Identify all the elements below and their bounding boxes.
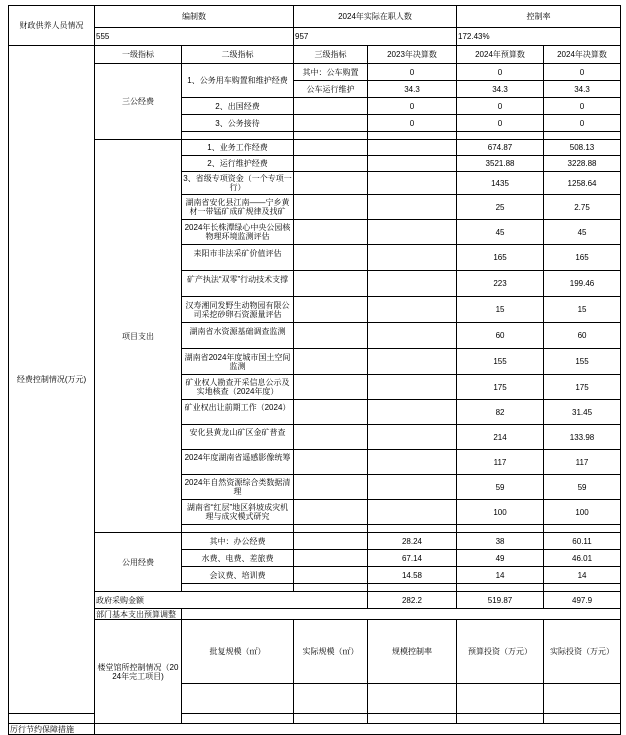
car-maintenance-label: 公车运行维护 — [294, 81, 368, 98]
empty-cell — [368, 425, 457, 450]
table-row — [9, 64, 621, 81]
staffing-actual-value: 957 — [294, 28, 457, 46]
project-item-name — [182, 323, 294, 349]
cell-value: 0 — [544, 98, 621, 115]
empty-cell — [544, 684, 621, 714]
cell-value: 31.45 — [544, 400, 621, 425]
cell-value: 38 — [457, 533, 544, 550]
cell-value: 674.87 — [457, 140, 544, 156]
empty-cell — [368, 156, 457, 172]
project-item-name — [182, 500, 294, 525]
cell-value: 45 — [544, 220, 621, 245]
special-fund-label — [182, 172, 294, 195]
cell-value: 0 — [457, 98, 544, 115]
staffing-label: 财政供养人员情况 — [9, 6, 95, 46]
car-expense-label: 1、公务用车购置和维护经费 — [182, 64, 294, 98]
header-final-2023: 2023年决算数 — [368, 46, 457, 64]
table-row — [9, 609, 621, 620]
cell-value: 82 — [457, 400, 544, 425]
empty-cell — [457, 584, 544, 592]
cell-value: 199.46 — [544, 271, 621, 297]
cell-value: 2.75 — [544, 195, 621, 220]
empty-cell — [368, 245, 457, 271]
cell-value: 117 — [544, 450, 621, 475]
empty-cell — [368, 140, 457, 156]
table-row — [9, 140, 621, 156]
cell-value: 165 — [457, 245, 544, 271]
operation-expense-label: 2、运行维护经费 — [182, 156, 294, 172]
budget-control-label: 经费控制情况(万元) — [9, 46, 95, 714]
empty-cell — [368, 132, 457, 140]
empty-cell — [294, 195, 368, 220]
empty-cell — [294, 450, 368, 475]
empty-cell — [368, 220, 457, 245]
project-item-text: 湖南省2024年度城市国土空间监测 — [184, 352, 291, 371]
staffing-header-rate: 控制率 — [457, 6, 621, 28]
empty-cell — [368, 271, 457, 297]
cell-value: 59 — [457, 475, 544, 500]
empty-cell — [368, 525, 457, 533]
table-row — [9, 533, 621, 550]
special-fund-text: 3、省级专项资金（一个专项一行） — [183, 174, 292, 192]
header-final-2024: 2024年决算数 — [544, 46, 621, 64]
empty-cell — [294, 584, 368, 592]
cell-value: 0 — [544, 64, 621, 81]
empty-cell — [368, 450, 457, 475]
building-control-label: 楼堂馆所控制情况（2024年完工项目) — [95, 620, 182, 724]
cell-value: 133.98 — [544, 425, 621, 450]
empty-cell — [182, 525, 294, 533]
empty-cell — [294, 115, 368, 132]
project-item-text: 2024年自然资源综合类数据清理 — [184, 478, 291, 496]
header-approved-size: 批复规模（㎡） — [182, 620, 294, 684]
empty-cell — [294, 297, 368, 323]
cell-value: 1435 — [457, 172, 544, 195]
car-purchase-label: 其中：公车购置 — [294, 64, 368, 81]
project-item-text: 矿业权出让前期工作（2024） — [184, 403, 291, 412]
project-item-name — [182, 245, 294, 271]
cell-value: 3521.88 — [457, 156, 544, 172]
cell-value: 25 — [457, 195, 544, 220]
cell-value: 46.01 — [544, 550, 621, 567]
empty-cell — [182, 609, 621, 620]
empty-cell — [294, 425, 368, 450]
empty-cell — [457, 525, 544, 533]
procurement-label: 政府采购金额 — [95, 592, 368, 609]
project-item-text: 2024年度湖南省遥感影像统筹 — [184, 453, 291, 462]
abroad-expense-label: 2、出国经费 — [182, 98, 294, 115]
cell-value: 508.13 — [544, 140, 621, 156]
project-item-text: 湖南省安化县江南——宁乡黄材一带锰矿成矿规律及找矿 — [185, 198, 290, 216]
cell-value: 60 — [544, 323, 621, 349]
business-expense-label: 1、业务工作经费 — [182, 140, 294, 156]
empty-cell — [294, 684, 368, 714]
empty-cell — [182, 684, 294, 714]
project-item-name — [182, 271, 294, 297]
cell-value: 100 — [544, 500, 621, 525]
budget-adjust-label: 部门基本支出预算调整 — [95, 609, 182, 620]
project-item-name — [182, 375, 294, 400]
cell-value: 60 — [457, 323, 544, 349]
cell-value: 0 — [544, 115, 621, 132]
project-item-text: 安化县黄龙山矿区金矿普查 — [189, 428, 286, 437]
project-item-name — [182, 349, 294, 375]
empty-cell — [368, 323, 457, 349]
public-office-label: 其中：办公经费 — [182, 533, 294, 550]
cell-value: 15 — [544, 297, 621, 323]
cell-value: 282.2 — [368, 592, 457, 609]
staffing-quota-value: 555 — [95, 28, 294, 46]
empty-cell — [294, 500, 368, 525]
cell-value: 34.3 — [544, 81, 621, 98]
empty-cell — [368, 172, 457, 195]
table-row — [9, 592, 621, 609]
project-item-text: 矿业权人勘查开采信息公示及实地核查（2024年度） — [185, 378, 290, 396]
cell-value: 14 — [544, 567, 621, 584]
cell-value: 214 — [457, 425, 544, 450]
cell-value: 497.9 — [544, 592, 621, 609]
header-budget-invest: 预算投资（万元） — [457, 620, 544, 684]
empty-cell — [294, 550, 368, 567]
empty-cell — [294, 525, 368, 533]
staffing-header-actual: 2024年实际在职人数 — [294, 6, 457, 28]
project-item-text: 湖南省“红层”地区斜坡成灾机理与成灾模式研究 — [186, 503, 289, 521]
public-utility-label: 水费、电费、差旅费 — [182, 550, 294, 567]
cell-value: 0 — [457, 64, 544, 81]
project-item-name — [182, 220, 294, 245]
cell-value: 519.87 — [457, 592, 544, 609]
empty-cell — [294, 140, 368, 156]
cell-value: 28.24 — [368, 533, 457, 550]
cell-value: 100 — [457, 500, 544, 525]
empty-cell — [294, 132, 368, 140]
budget-header-row — [9, 46, 621, 64]
budget-control-sheet — [8, 5, 621, 735]
empty-cell — [294, 375, 368, 400]
cell-value: 15 — [457, 297, 544, 323]
project-item-name — [182, 195, 294, 220]
empty-cell — [544, 132, 621, 140]
cell-value: 175 — [457, 375, 544, 400]
table-row — [9, 724, 621, 735]
empty-cell — [368, 400, 457, 425]
project-item-text: 汉寿湘同发野生动物园有限公司采挖砂卵石资源量评估 — [185, 300, 290, 319]
project-item-text: 耒阳市非法采矿价值评估 — [193, 248, 282, 258]
cell-value: 0 — [368, 98, 457, 115]
staffing-value-row — [9, 28, 621, 46]
header-level3: 三级指标 — [294, 46, 368, 64]
project-item-name — [182, 425, 294, 450]
project-item-text: 矿产执法“双零”行动技术支撑 — [186, 274, 289, 284]
cell-value: 59 — [544, 475, 621, 500]
header-size-rate: 规模控制率 — [368, 620, 457, 684]
public-expense-label: 公用经费 — [95, 533, 182, 592]
empty-cell — [368, 684, 457, 714]
staffing-header-row — [9, 6, 621, 28]
cell-value: 67.14 — [368, 550, 457, 567]
sangong-label: 三公经费 — [95, 64, 182, 140]
project-item-name — [182, 475, 294, 500]
empty-cell — [368, 500, 457, 525]
cell-value: 49 — [457, 550, 544, 567]
empty-cell — [457, 132, 544, 140]
header-actual-size: 实际规模（㎡） — [294, 620, 368, 684]
project-item-text: 湖南省水资源基础调查监测 — [189, 326, 286, 336]
empty-cell — [182, 584, 294, 592]
empty-cell — [294, 156, 368, 172]
cell-value: 45 — [457, 220, 544, 245]
cell-value: 60.11 — [544, 533, 621, 550]
cell-value: 14.58 — [368, 567, 457, 584]
cell-value: 223 — [457, 271, 544, 297]
cell-value: 0 — [368, 64, 457, 81]
cell-value: 0 — [368, 115, 457, 132]
cell-value: 117 — [457, 450, 544, 475]
empty-cell — [368, 297, 457, 323]
empty-cell — [95, 724, 621, 735]
cell-value: 165 — [544, 245, 621, 271]
staffing-header-quota: 编制数 — [95, 6, 294, 28]
project-item-name — [182, 400, 294, 425]
empty-cell — [457, 684, 544, 714]
cell-value: 155 — [544, 349, 621, 375]
cell-value: 34.3 — [368, 81, 457, 98]
empty-cell — [294, 400, 368, 425]
empty-cell — [294, 271, 368, 297]
project-item-text: 2024年长株潭绿心中央公园核物理环境监测评估 — [184, 223, 291, 241]
public-meeting-label: 会议费、培训费 — [182, 567, 294, 584]
empty-cell — [544, 525, 621, 533]
header-budget-2024: 2024年预算数 — [457, 46, 544, 64]
empty-cell — [294, 475, 368, 500]
empty-cell — [294, 567, 368, 584]
project-expense-label: 项目支出 — [95, 140, 182, 533]
saving-measures-label: 厉行节约保障措施 — [9, 724, 95, 735]
reception-expense-label: 3、公务接待 — [182, 115, 294, 132]
empty-cell — [368, 195, 457, 220]
empty-cell — [294, 220, 368, 245]
empty-cell — [294, 349, 368, 375]
header-level1: 一级指标 — [95, 46, 182, 64]
empty-cell — [294, 533, 368, 550]
cell-value: 14 — [457, 567, 544, 584]
staffing-rate-value: 172.43% — [457, 28, 621, 46]
empty-cell — [544, 584, 621, 592]
project-item-name — [182, 450, 294, 475]
empty-cell — [368, 475, 457, 500]
cell-value: 0 — [457, 115, 544, 132]
empty-cell — [368, 584, 457, 592]
cell-value: 34.3 — [457, 81, 544, 98]
empty-cell — [294, 245, 368, 271]
empty-cell — [294, 172, 368, 195]
empty-cell — [294, 98, 368, 115]
empty-cell — [182, 132, 294, 140]
cell-value: 175 — [544, 375, 621, 400]
empty-cell — [368, 375, 457, 400]
building-header-row — [9, 620, 621, 684]
empty-cell — [294, 323, 368, 349]
project-item-name — [182, 297, 294, 323]
empty-cell — [368, 349, 457, 375]
cell-value: 1258.64 — [544, 172, 621, 195]
cell-value: 155 — [457, 349, 544, 375]
header-level2: 二级指标 — [182, 46, 294, 64]
cell-value: 3228.88 — [544, 156, 621, 172]
header-actual-invest: 实际投资（万元） — [544, 620, 621, 684]
